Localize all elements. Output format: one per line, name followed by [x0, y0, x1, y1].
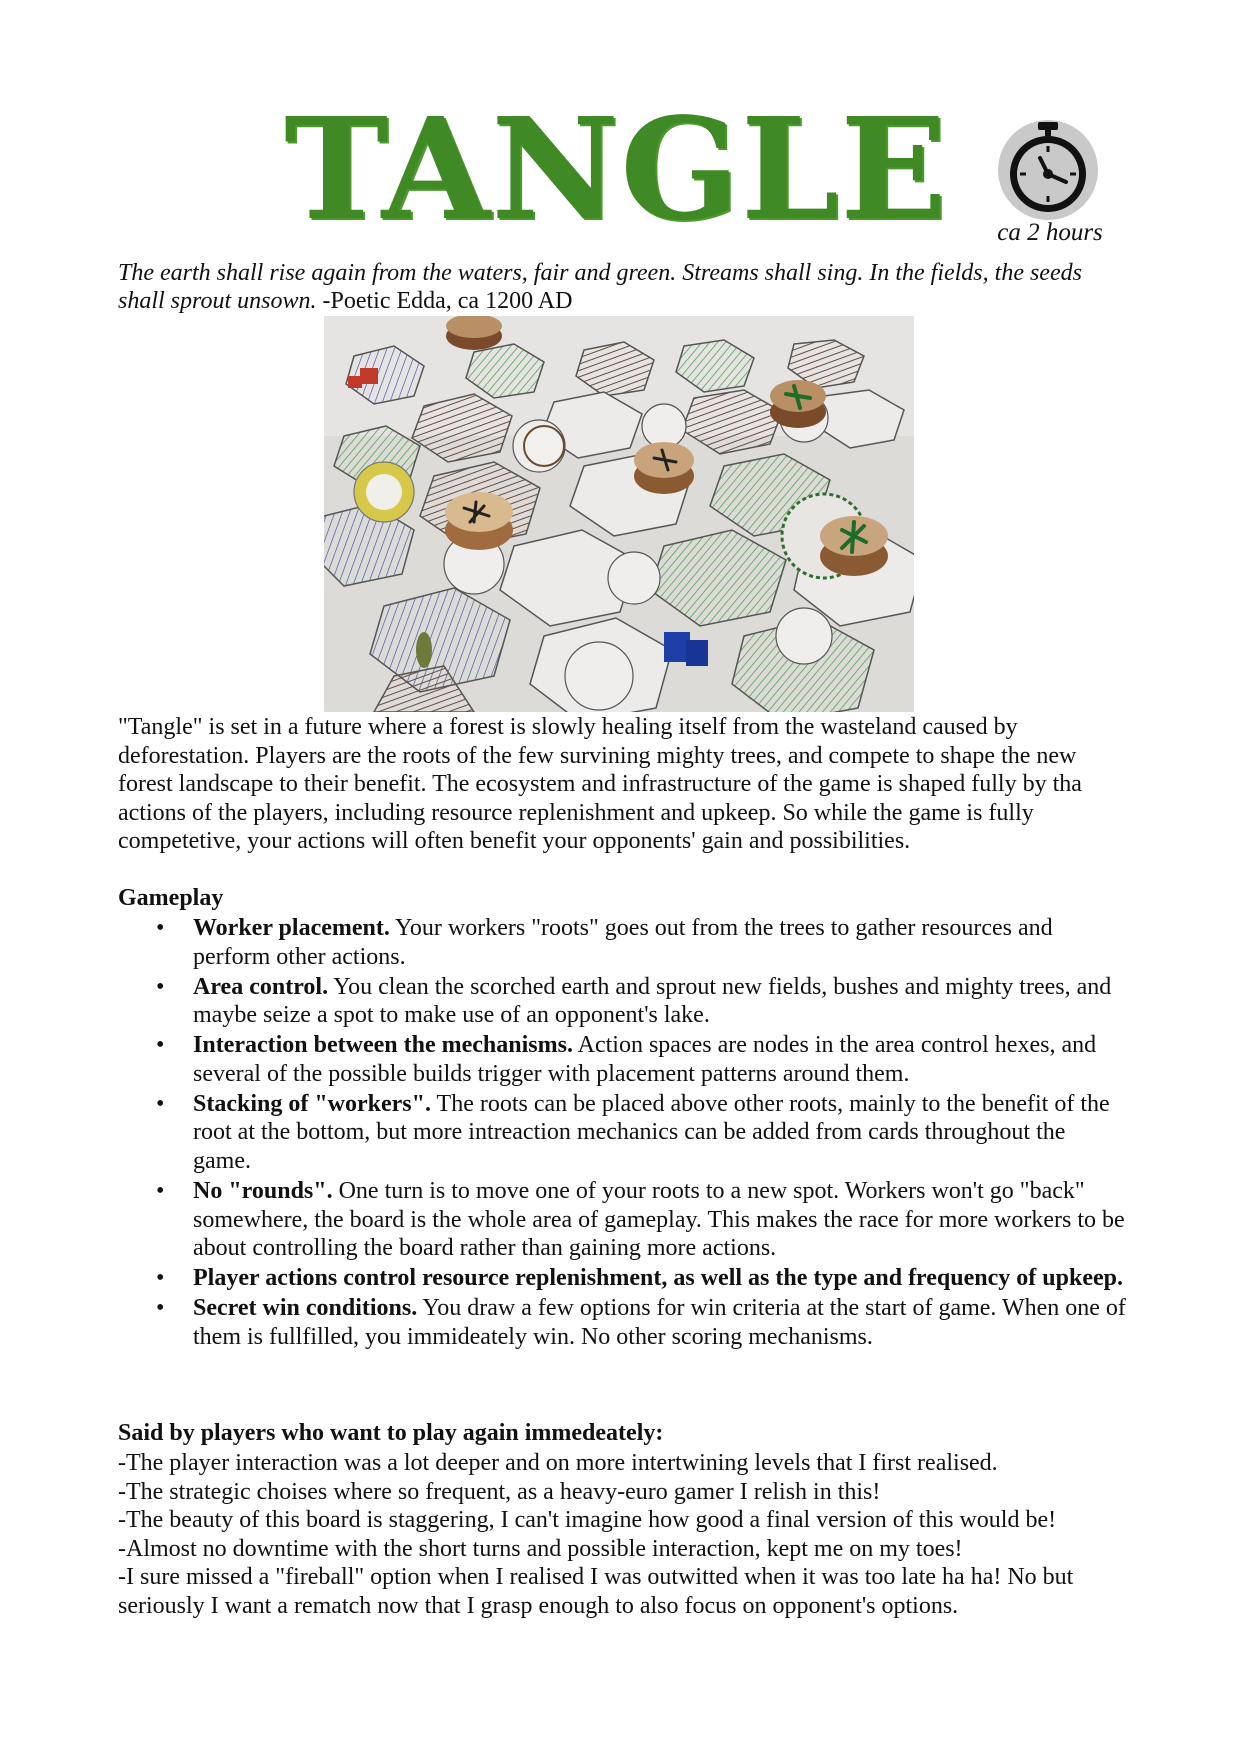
list-item-bold: Interaction between the mechanisms. — [193, 1032, 573, 1059]
epigraph — [118, 259, 1118, 315]
player-quotes — [118, 1449, 1128, 1621]
list-item — [118, 1294, 1128, 1351]
epigraph-attribution: -Poetic Edda, ca 1200 AD — [316, 288, 573, 314]
list-item-text: You clean the scorched earth and sprout new fields, bushes and mighty trees, and maybe seize a spot to make use of an opponent's lake. — [193, 973, 1112, 1029]
bullet-icon: • — [156, 1032, 165, 1059]
bullet-icon: • — [156, 973, 165, 1000]
game-title-text: TANGLE — [284, 88, 948, 252]
bullet-icon: • — [156, 915, 165, 941]
epigraph-text: The earth shall rise again from the waters, fair and green. Streams shall sing. In the fields, the seeds shall sprout unsown. — [118, 260, 1082, 314]
bullet-icon: • — [156, 1090, 165, 1117]
player-quote: -I sure missed a "fireball" option when I realised I was outwitted when it was too late ha ha! No but seriously I want a rematch now that I grasp enough to also focus on opponent's options. — [118, 1564, 1074, 1619]
player-quote: -The strategic choises where so frequent, as a heavy-euro gamer I relish in this! — [118, 1478, 881, 1505]
list-item-bold: Secret win conditions. — [193, 1295, 418, 1322]
list-item-bold: Area control. — [193, 973, 329, 1000]
bullet-icon: • — [156, 1295, 165, 1322]
gameplay-heading: Gameplay — [118, 885, 224, 911]
list-item-text: You draw a few options for win criteria at the start of game. When one of them is fullfilled, you immideately win. No other scoring mechanisms. — [193, 1295, 1126, 1350]
list-item-bold: Stacking of "workers". — [193, 1090, 431, 1117]
gameplay-list — [118, 914, 1128, 1353]
list-item-text: One turn is to move one of your roots to a new spot. Workers won't go "back" somewhere, the board is the whole area of gameplay. This makes the race for more workers to be about controlling the board rather than gaining more actions. — [193, 1177, 1125, 1262]
list-item-text: The roots can be placed above other roots, mainly to the benefit of the root at the bottom, but more intreaction mechanics can be added from cards throughout the game. — [193, 1090, 1110, 1174]
bullet-icon: • — [156, 1265, 165, 1292]
list-item — [118, 1031, 1128, 1088]
play-time-label: ca 2 hours — [997, 219, 1103, 246]
game-title — [284, 88, 948, 252]
player-quotes-heading: Said by players who want to play again immedeately: — [118, 1420, 664, 1446]
board-game-photo — [324, 316, 914, 712]
player-quote: -Almost no downtime with the short turns and possible interaction, kept me on my toes! — [118, 1535, 963, 1562]
list-item — [118, 914, 1128, 971]
list-item — [118, 1264, 1128, 1293]
list-item — [118, 973, 1128, 1030]
list-item-text: Action spaces are nodes in the area control hexes, and several of the possible builds trigger with placement patterns around them. — [193, 1032, 1097, 1087]
list-item-text: Your workers "roots" goes out from the trees to gather resources and perform other actions. — [193, 915, 1053, 970]
list-item-bold: Worker placement. — [193, 915, 390, 941]
stopwatch-icon — [996, 118, 1100, 222]
player-quote: -The player interaction was a lot deeper and on more intertwining levels that I first realised. — [118, 1450, 998, 1476]
list-item-bold: Player actions control resource replenishment, as well as the type and frequency of upkeep. — [193, 1265, 1123, 1292]
bullet-icon: • — [156, 1177, 165, 1204]
intro-paragraph: "Tangle" is set in a future where a forest is slowly healing itself from the wasteland caused by deforestation. Players are the roots of the few survining mighty trees, and compete to shape the new forest landscape to their benefit. The ecosystem and infrastructure of the game is shaped fully by tha actions of the players, including resource replenishment and upkeep. So while the game is fully competetive, your actions will often benefit your opponents' gain and possibilities. — [118, 714, 1082, 855]
list-item — [118, 1177, 1128, 1263]
list-item — [118, 1090, 1128, 1176]
player-quote: -The beauty of this board is staggering, I can't imagine how good a final version of this would be! — [118, 1507, 1057, 1534]
list-item-bold: No "rounds". — [193, 1177, 333, 1204]
